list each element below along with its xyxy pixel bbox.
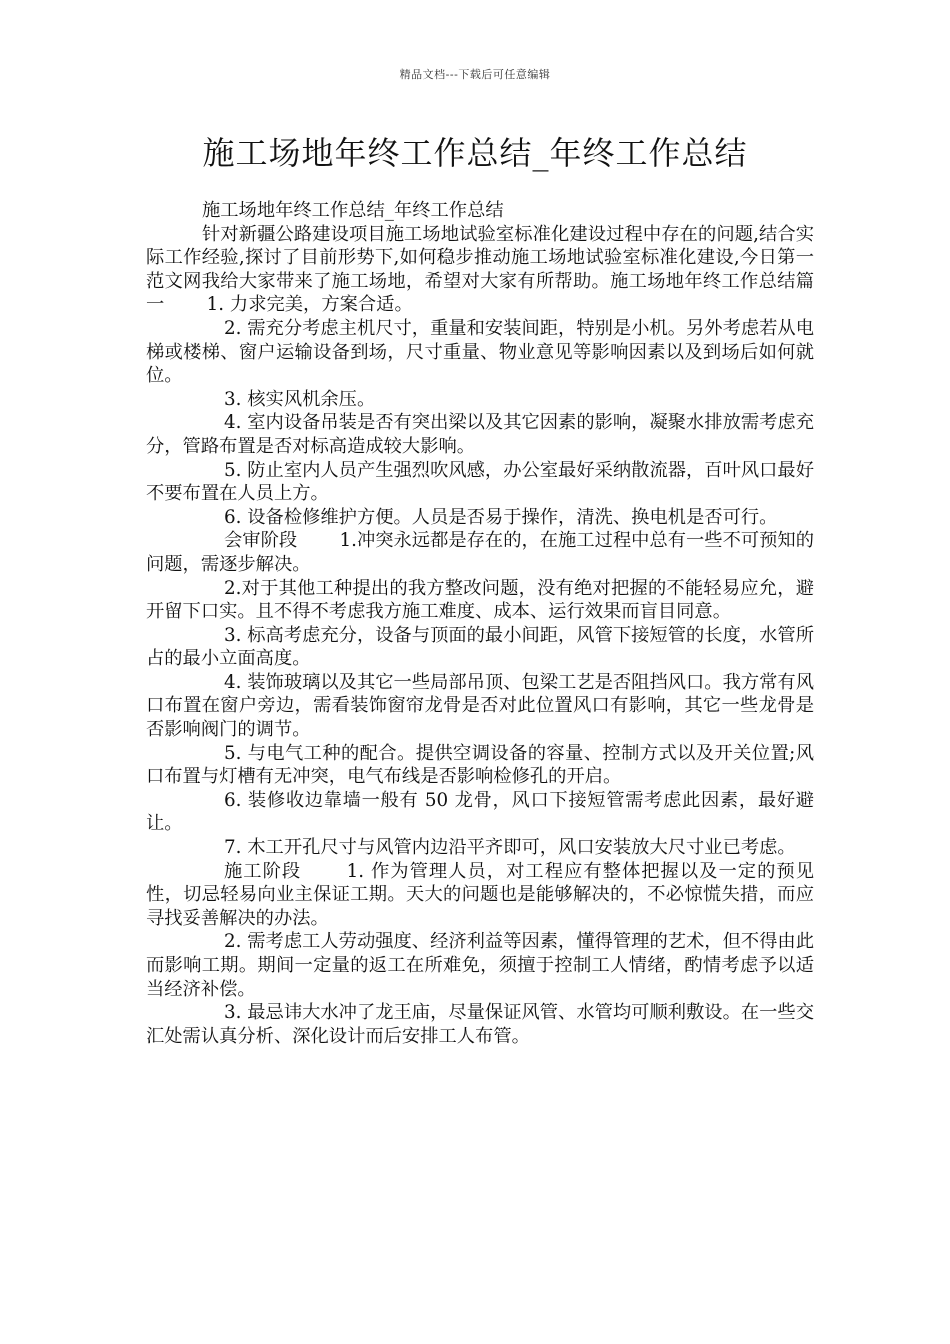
- body-paragraph: 4. 室内设备吊装是否有突出梁以及其它因素的影响，凝聚水排放需考虑充分，管路布置是否对标高造成较大影响。: [146, 412, 814, 457]
- body-paragraph: 会审阶段 1.冲突永远都是存在的，在施工过程中总有一些不可预知的问题，需逐步解决。: [146, 530, 814, 575]
- body-paragraph: 3. 核实风机余压。: [224, 388, 376, 410]
- body-paragraph: 6. 设备检修维护方便。人员是否易于操作，清洗、换电机是否可行。: [224, 506, 778, 528]
- body-paragraph: 5. 与电气工种的配合。提供空调设备的容量、控制方式以及开关位置;风口布置与灯槽有无冲突，电气布线是否影响检修孔的开启。: [146, 742, 814, 788]
- body-paragraph: 2.对于其他工种提出的我方整改问题，没有绝对把握的不能轻易应允，避开留下口实。且不得不考虑我方施工难度、成本、运行效果而盲目同意。: [146, 577, 814, 623]
- body-paragraph: 施工阶段 1. 作为管理人员，对工程应有整体把握以及一定的预见性，切忌轻易向业主保证工期。天大的问题也是能够解决的，不必惊慌失措，而应寻找妥善解决的办法。: [146, 860, 814, 929]
- document-body: [146, 199, 814, 1048]
- body-paragraph: 4. 装饰玻璃以及其它一些局部吊顶、包梁工艺是否阻挡风口。我方常有风口布置在窗户旁边，需看装饰窗帘龙骨是否对此位置风口有影响，其它一些龙骨是否影响阀门的调节。: [146, 671, 814, 741]
- body-paragraph: 2. 需充分考虑主机尺寸，重量和安装间距，特别是小机。另外考虑若从电梯或楼梯、窗户运输设备到场，尺寸重量、物业意见等影响因素以及到场后如何就位。: [146, 317, 814, 387]
- body-paragraph: 施工场地年终工作总结_年终工作总结: [202, 200, 504, 221]
- header-note: 精品文档---下载后可任意编辑: [399, 68, 551, 81]
- body-paragraph: 6. 装修收边靠墙一般有 50 龙骨，风口下接短管需考虑此因素，最好避让。: [146, 789, 814, 835]
- body-paragraph: 针对新疆公路建设项目施工场地试验室标准化建设过程中存在的问题,结合实际工作经验,探讨了目前形势下,如何稳步推动施工场地试验室标准化建设,今日第一范文网我给大家带来了施工场地，希望对大家有所帮助。施工场地年终工作总结篇一 1. 力求完美，方案合适。: [146, 223, 814, 316]
- document-title: 施工场地年终工作总结_年终工作总结: [202, 134, 748, 172]
- body-paragraph: 2. 需考虑工人劳动强度、经济利益等因素，懂得管理的艺术，但不得由此而影响工期。期间一定量的返工在所难免，须擅于控制工人情绪，酌情考虑予以适当经济补偿。: [146, 931, 814, 1000]
- body-paragraph: 7. 木工开孔尺寸与风管内边沿平齐即可，风口安装放大尺寸业已考虑。: [224, 837, 796, 859]
- body-paragraph: 5. 防止室内人员产生强烈吹风感，办公室最好采纳散流器，百叶风口最好不要布置在人员上方。: [146, 459, 814, 505]
- body-paragraph: 3. 标高考虑充分，设备与顶面的最小间距，风管下接短管的长度，水管所占的最小立面高度。: [146, 624, 814, 670]
- body-paragraph: 3. 最忌讳大水冲了龙王庙，尽量保证风管、水管均可顺利敷设。在一些交汇处需认真分析、深化设计而后安排工人布管。: [146, 1002, 814, 1047]
